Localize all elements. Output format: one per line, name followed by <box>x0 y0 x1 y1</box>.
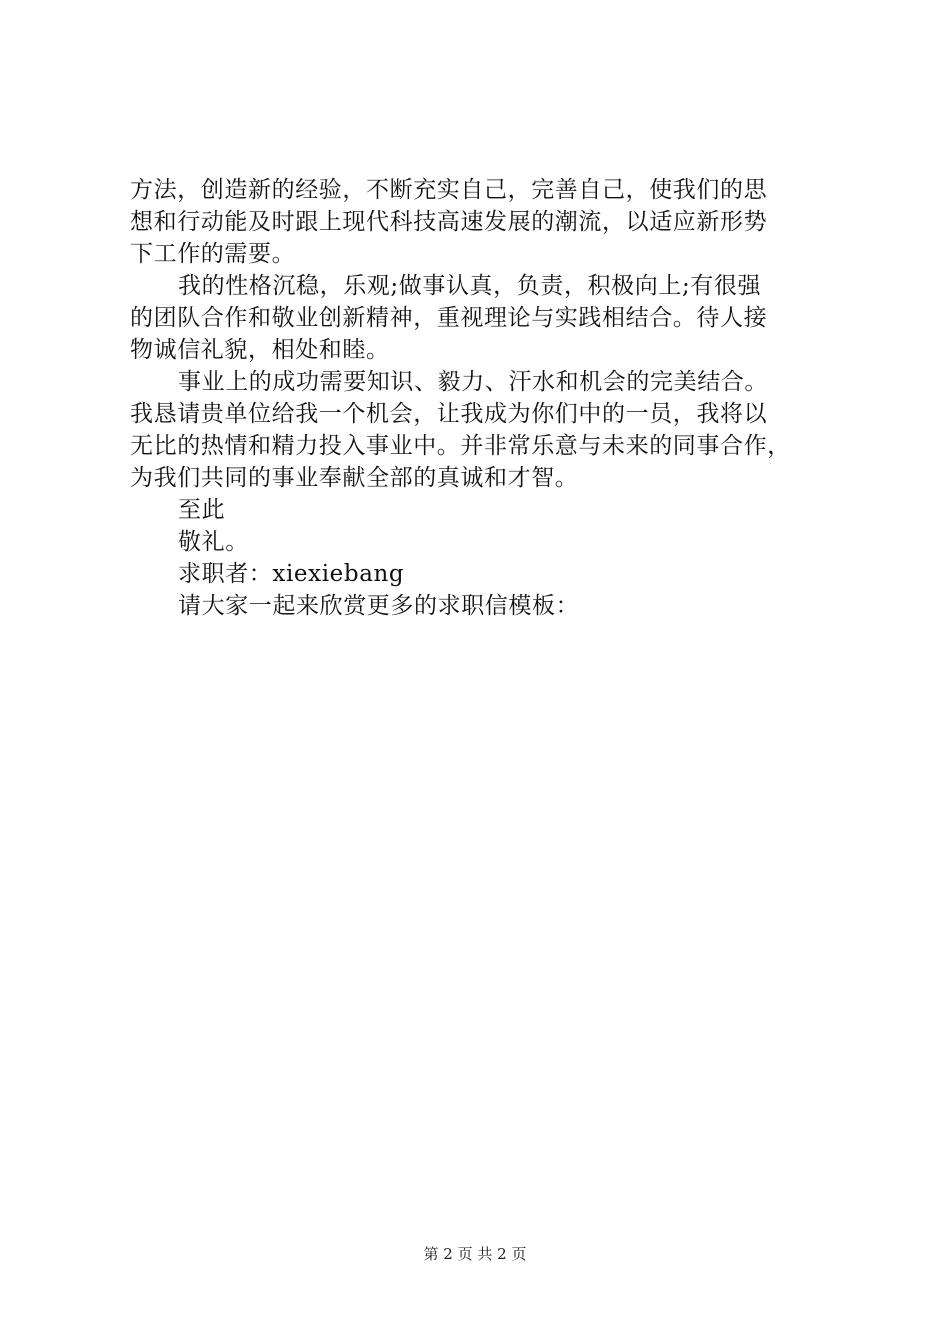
page-number-footer: 第 2 页 共 2 页 <box>423 1245 527 1263</box>
signature-line: 求职者：xiexiebang <box>178 561 405 587</box>
paragraph-line: 想和行动能及时跟上现代科技高速发展的潮流，以适应新形势 <box>130 209 768 235</box>
closing-note-line: 请大家一起来欣赏更多的求职信模板： <box>178 593 580 619</box>
paragraph-line: 方法，创造新的经验，不断充实自己，完善自己，使我们的思 <box>130 177 768 203</box>
salutation-line: 敬礼。 <box>178 529 249 555</box>
paragraph-line: 我恳请贵单位给我一个机会，让我成为你们中的一员，我将以 <box>130 401 768 427</box>
paragraph-line: 无比的热情和精力投入事业中。并非常乐意与未来的同事合作， <box>130 433 791 459</box>
paragraph-line: 事业上的成功需要知识、毅力、汗水和机会的完美结合。 <box>178 369 768 395</box>
paragraph-line: 下工作的需要。 <box>130 241 296 267</box>
paragraph-line: 的团队合作和敬业创新精神，重视理论与实践相结合。待人接 <box>130 305 768 331</box>
paragraph-line: 为我们共同的事业奉献全部的真诚和才智。 <box>130 465 579 491</box>
paragraph-line: 物诚信礼貌，相处和睦。 <box>130 337 390 363</box>
paragraph-line: 我的性格沉稳，乐观;做事认真，负责，积极向上;有很强 <box>178 273 762 299</box>
letter-body <box>130 174 830 622</box>
closing-line: 至此 <box>178 497 226 523</box>
